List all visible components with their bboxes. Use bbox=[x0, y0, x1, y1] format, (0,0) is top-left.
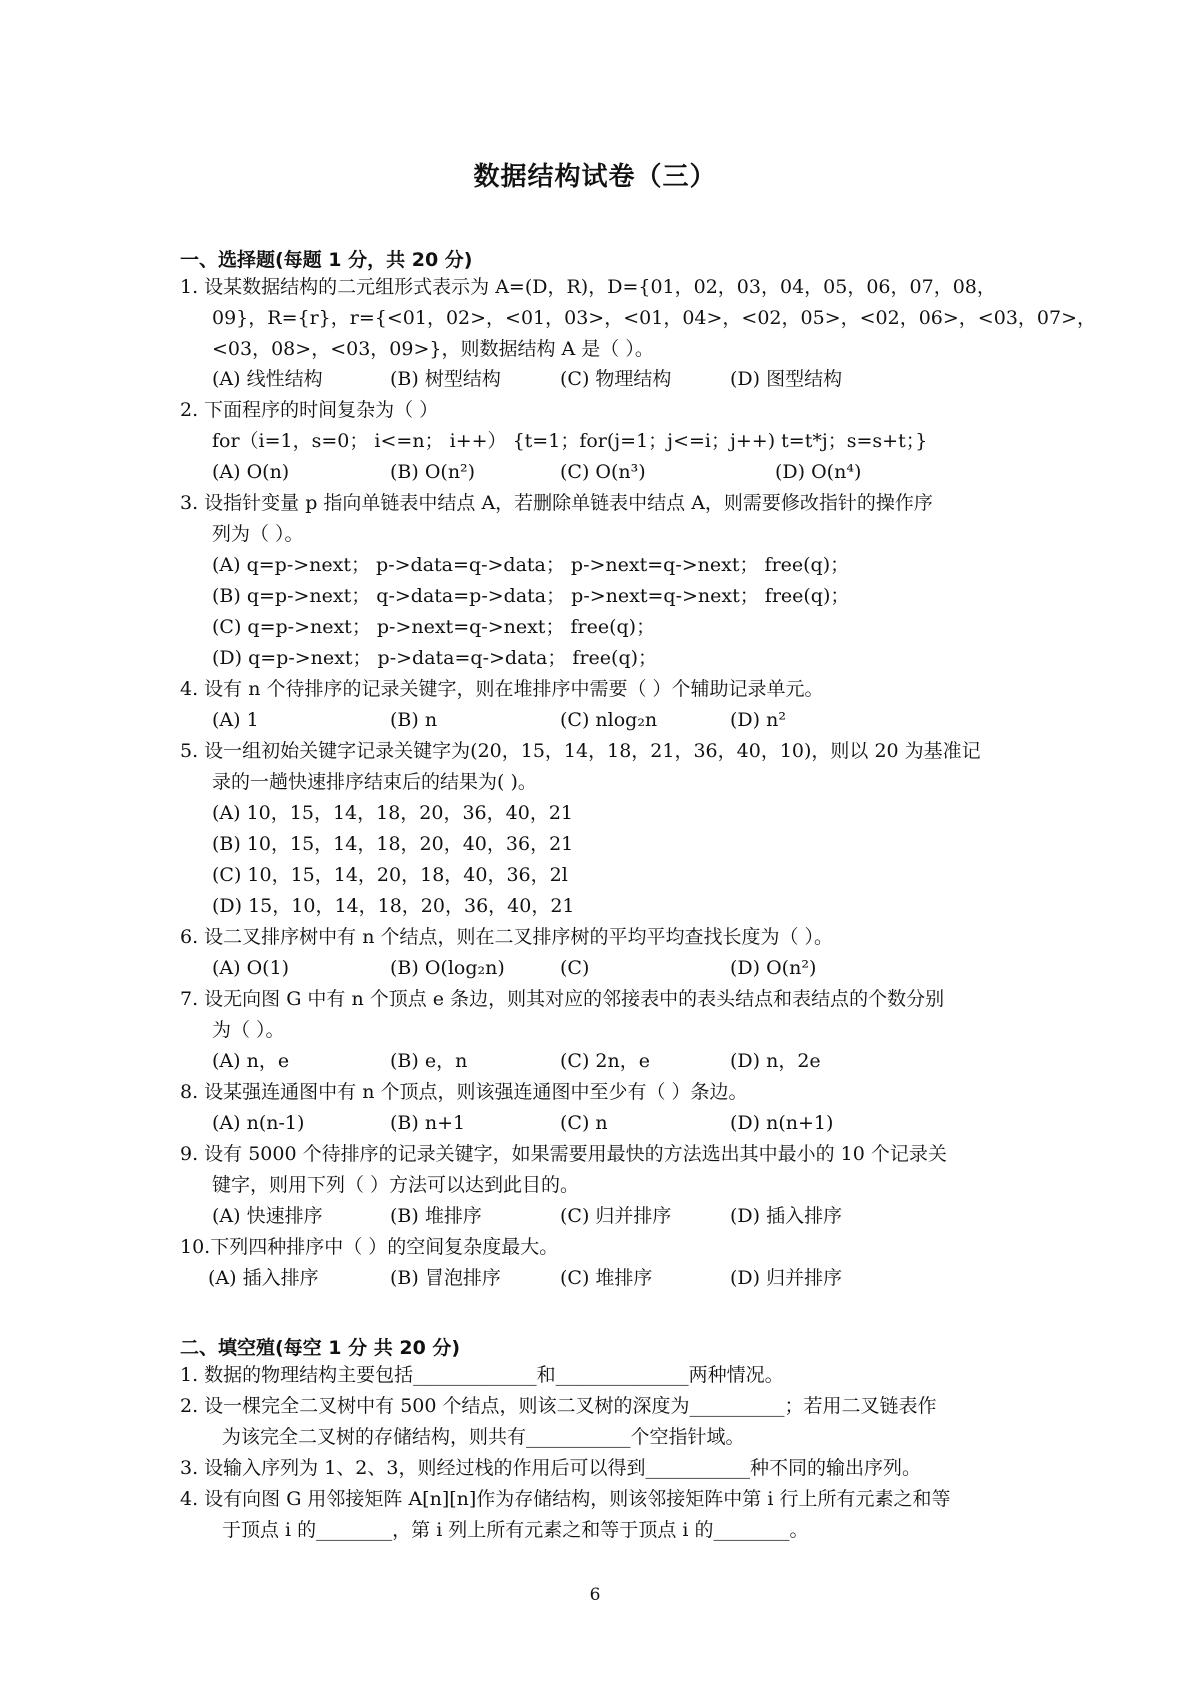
question-8-option-d: (D) n(n+1) bbox=[730, 1112, 834, 1134]
question-5-line-2: 录的一趟快速排序结束后的结果为( )。 bbox=[212, 771, 537, 793]
section-heading-multiple-choice: 一、选择题(每题 1 分，共 20 分) bbox=[180, 249, 473, 271]
question-2-option-c: (C) O(n³) bbox=[560, 461, 646, 483]
question-3-line-1: 3. 设指针变量 p 指向单链表中结点 A，若删除单链表中结点 A，则需要修改指针的操作序 bbox=[180, 492, 933, 514]
question-2-line-1: 2. 下面程序的时间复杂为（ ） bbox=[180, 399, 439, 421]
question-10-option-b: (B) 冒泡排序 bbox=[390, 1267, 501, 1289]
question-7-option-c: (C) 2n，e bbox=[560, 1050, 650, 1072]
question-2-option-d: (D) O(n⁴) bbox=[775, 461, 862, 483]
page-number: 6 bbox=[589, 1585, 601, 1605]
question-1-option-a: (A) 线性结构 bbox=[212, 368, 323, 390]
question-5-option-a: (A) 10，15，14，18，20，36，40，21 bbox=[212, 802, 574, 824]
question-10-option-c: (C) 堆排序 bbox=[560, 1267, 653, 1289]
question-9-line-2: 键字，则用下列（ ）方法可以达到此目的。 bbox=[212, 1174, 580, 1196]
question-5-option-c: (C) 10，15，14，20，18，40，36，2l bbox=[212, 864, 568, 886]
question-4-option-b: (B) n bbox=[390, 709, 438, 731]
question-6-option-c: (C) bbox=[560, 957, 590, 979]
question-8-line-1: 8. 设某强连通图中有 n 个顶点，则该强连通图中至少有（ ）条边。 bbox=[180, 1081, 748, 1103]
question-8-option-b: (B) n+1 bbox=[390, 1112, 466, 1134]
question-4-line-1: 4. 设有 n 个待排序的记录关键字，则在堆排序中需要（ ）个辅助记录单元。 bbox=[180, 678, 824, 700]
question-7-option-a: (A) n，e bbox=[212, 1050, 290, 1072]
question-9-option-b: (B) 堆排序 bbox=[390, 1205, 482, 1227]
question-1-option-b: (B) 树型结构 bbox=[390, 368, 501, 390]
question-5-option-b: (B) 10，15，14，18，20，40，36，21 bbox=[212, 833, 574, 855]
question-8-option-c: (C) n bbox=[560, 1112, 608, 1134]
question-9-option-c: (C) 归并排序 bbox=[560, 1205, 672, 1227]
question-1-line-3: <03，08>，<03，09>}，则数据结构 A 是（ ）。 bbox=[212, 338, 654, 360]
question-3-option-d: (D) q=p->next； p->data=q->data； free(q)； bbox=[212, 647, 658, 669]
question-7-line-2: 为（ ）。 bbox=[212, 1019, 285, 1041]
question-1-option-c: (C) 物理结构 bbox=[560, 368, 672, 390]
page-title: 数据结构试卷（三） bbox=[473, 162, 717, 192]
question-3-option-c: (C) q=p->next； p->next=q->next； free(q)； bbox=[212, 616, 656, 638]
question-5-option-d: (D) 15，10，14，18，20，36，40，21 bbox=[212, 895, 575, 917]
section-heading-fill-in: 二、填空殖(每空 1 分 共 20 分) bbox=[180, 1337, 461, 1359]
question-1-line-2: 09}，R={r}，r={<01，02>，<01，03>，<01，04>，<02，05>，<02，06>，<03，07>， bbox=[212, 307, 1097, 329]
question-2-code: for（i=1，s=0； i<=n； i++） {t=1；for(j=1；j<=i；j++) t=t*j；s=s+t；} bbox=[212, 430, 928, 452]
question-7-option-d: (D) n，2e bbox=[730, 1050, 821, 1072]
question-8-option-a: (A) n(n-1) bbox=[212, 1112, 305, 1134]
question-6-option-d: (D) O(n²) bbox=[730, 957, 817, 979]
fill-question-2-line-2: 为该完全二叉树的存储结构，则共有___________个空指针域。 bbox=[222, 1426, 745, 1448]
question-3-option-a: (A) q=p->next； p->data=q->data； p->next=q->next； free(q)； bbox=[212, 554, 850, 576]
question-6-line-1: 6. 设二叉排序树中有 n 个结点，则在二叉排序树的平均平均查找长度为（ ）。 bbox=[180, 926, 834, 948]
question-6-option-b: (B) O(log₂n) bbox=[390, 957, 505, 979]
question-9-line-1: 9. 设有 5000 个待排序的记录关键字，如果需要用最快的方法选出其中最小的 10 个记录关 bbox=[180, 1143, 947, 1165]
question-2-option-b: (B) O(n²) bbox=[390, 461, 476, 483]
question-4-option-a: (A) 1 bbox=[212, 709, 259, 731]
fill-question-1: 1. 数据的物理结构主要包括_____________和______________两种情况。 bbox=[180, 1364, 784, 1386]
question-5-line-1: 5. 设一组初始关键字记录关键字为(20，15，14，18，21，36，40，10)，则以 20 为基准记 bbox=[180, 740, 981, 762]
question-10-option-a: (A) 插入排序 bbox=[208, 1267, 319, 1289]
question-7-line-1: 7. 设无向图 G 中有 n 个顶点 e 条边，则其对应的邻接表中的表头结点和表结点的个数分别 bbox=[180, 988, 945, 1010]
question-3-option-b: (B) q=p->next； q->data=p->data； p->next=q->next； free(q)； bbox=[212, 585, 850, 607]
question-9-option-d: (D) 插入排序 bbox=[730, 1205, 843, 1227]
question-4-option-d: (D) n² bbox=[730, 709, 786, 731]
question-9-option-a: (A) 快速排序 bbox=[212, 1205, 323, 1227]
fill-question-4-line-1: 4. 设有向图 G 用邻接矩阵 A[n][n]作为存储结构，则该邻接矩阵中第 i 行上所有元素之和等 bbox=[180, 1488, 951, 1510]
question-10-option-d: (D) 归并排序 bbox=[730, 1267, 843, 1289]
fill-question-3: 3. 设输入序列为 1、2、3，则经过栈的作用后可以得到___________种不同的输出序列。 bbox=[180, 1457, 921, 1479]
question-7-option-b: (B) e，n bbox=[390, 1050, 468, 1072]
fill-question-2-line-1: 2. 设一棵完全二叉树中有 500 个结点，则该二叉树的深度为__________；若用二叉链表作 bbox=[180, 1395, 937, 1417]
question-2-option-a: (A) O(n) bbox=[212, 461, 290, 483]
question-6-option-a: (A) O(1) bbox=[212, 957, 290, 979]
question-3-line-2: 列为（ ）。 bbox=[212, 523, 304, 545]
question-4-option-c: (C) nlog₂n bbox=[560, 709, 658, 731]
question-1-line-1: 1. 设某数据结构的二元组形式表示为 A=(D，R)，D={01，02，03，04，05，06，07，08， bbox=[180, 276, 996, 298]
question-10-line-1: 10.下列四种排序中（ ）的空间复杂度最大。 bbox=[180, 1236, 559, 1258]
question-1-option-d: (D) 图型结构 bbox=[730, 368, 843, 390]
fill-question-4-line-2: 于顶点 i 的________，第 i 列上所有元素之和等于顶点 i 的________。 bbox=[222, 1519, 809, 1541]
